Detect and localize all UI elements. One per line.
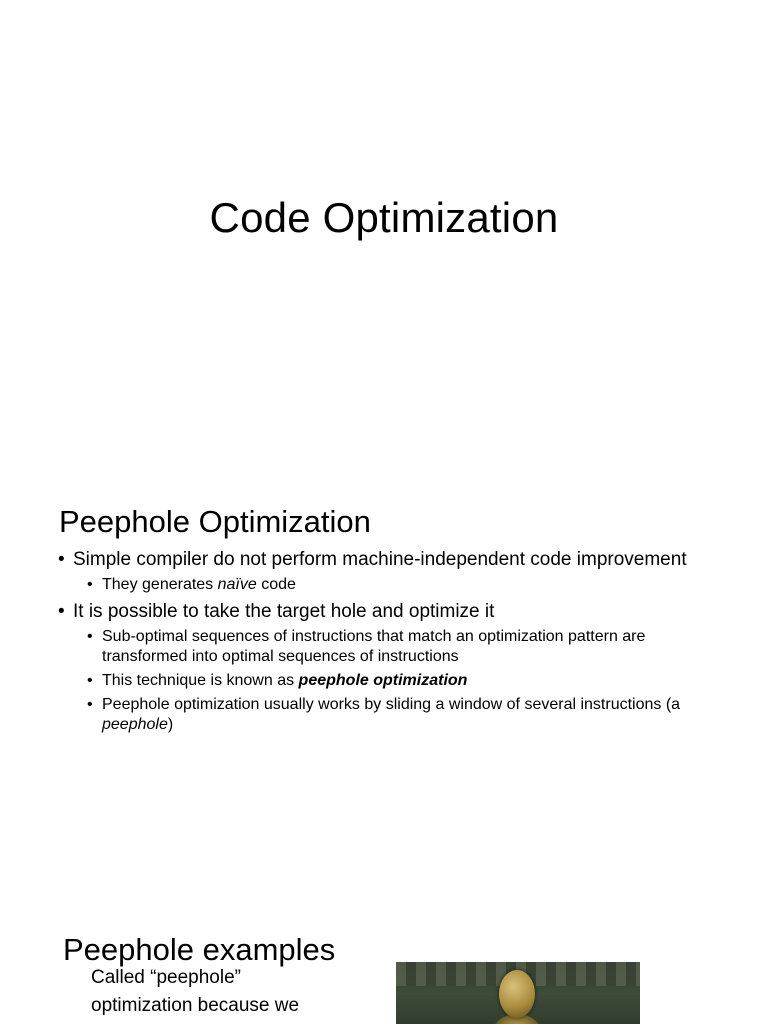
bullet-text: Simple compiler do not perform machine-independent code improvement: [73, 549, 687, 570]
slide-heading: Peephole examples: [63, 931, 336, 967]
sub-bullet-item: [87, 575, 728, 595]
slide-peephole-examples: [0, 864, 768, 1024]
door-knob-icon: [499, 970, 535, 1018]
slide-body-text: [91, 964, 351, 1020]
bullet-text: It is possible to take the target hole and optimize it: [73, 601, 495, 622]
sub-bullet-text: This technique is known as: [102, 672, 299, 689]
slide-peephole-optimization: [0, 432, 768, 864]
emphasis-text: naïve: [217, 576, 257, 593]
sub-bullet-list: [73, 627, 728, 735]
bullet-item: [58, 600, 728, 735]
slide-heading: Peephole Optimization: [59, 503, 371, 539]
sub-bullet-text: Sub-optimal sequences of instructions that match an optimization pattern are transformed into optimal sequences of instructions: [102, 628, 646, 665]
sub-bullet-item: [87, 671, 728, 691]
strong-emphasis-text: peephole optimization: [298, 672, 468, 689]
sub-bullet-item: [87, 695, 728, 735]
sub-bullet-text: code: [256, 576, 296, 593]
emphasis-text: peephole: [102, 716, 168, 733]
sub-bullet-item: [87, 627, 728, 667]
sub-bullet-list: [73, 575, 728, 595]
bullet-list: [58, 548, 728, 740]
sub-bullet-text: Peephole optimization usually works by sliding a window of several instructions (a: [102, 696, 681, 713]
keyhole-door-image: [396, 962, 640, 1024]
bullet-item: [58, 548, 728, 595]
slide-title: [0, 0, 768, 432]
presentation-title: Code Optimization: [209, 194, 559, 242]
body-line: Called “peephole”: [91, 967, 241, 988]
sub-bullet-text: They generates: [102, 576, 218, 593]
sub-bullet-text: ): [167, 716, 174, 733]
body-line: optimization because we: [91, 995, 300, 1016]
